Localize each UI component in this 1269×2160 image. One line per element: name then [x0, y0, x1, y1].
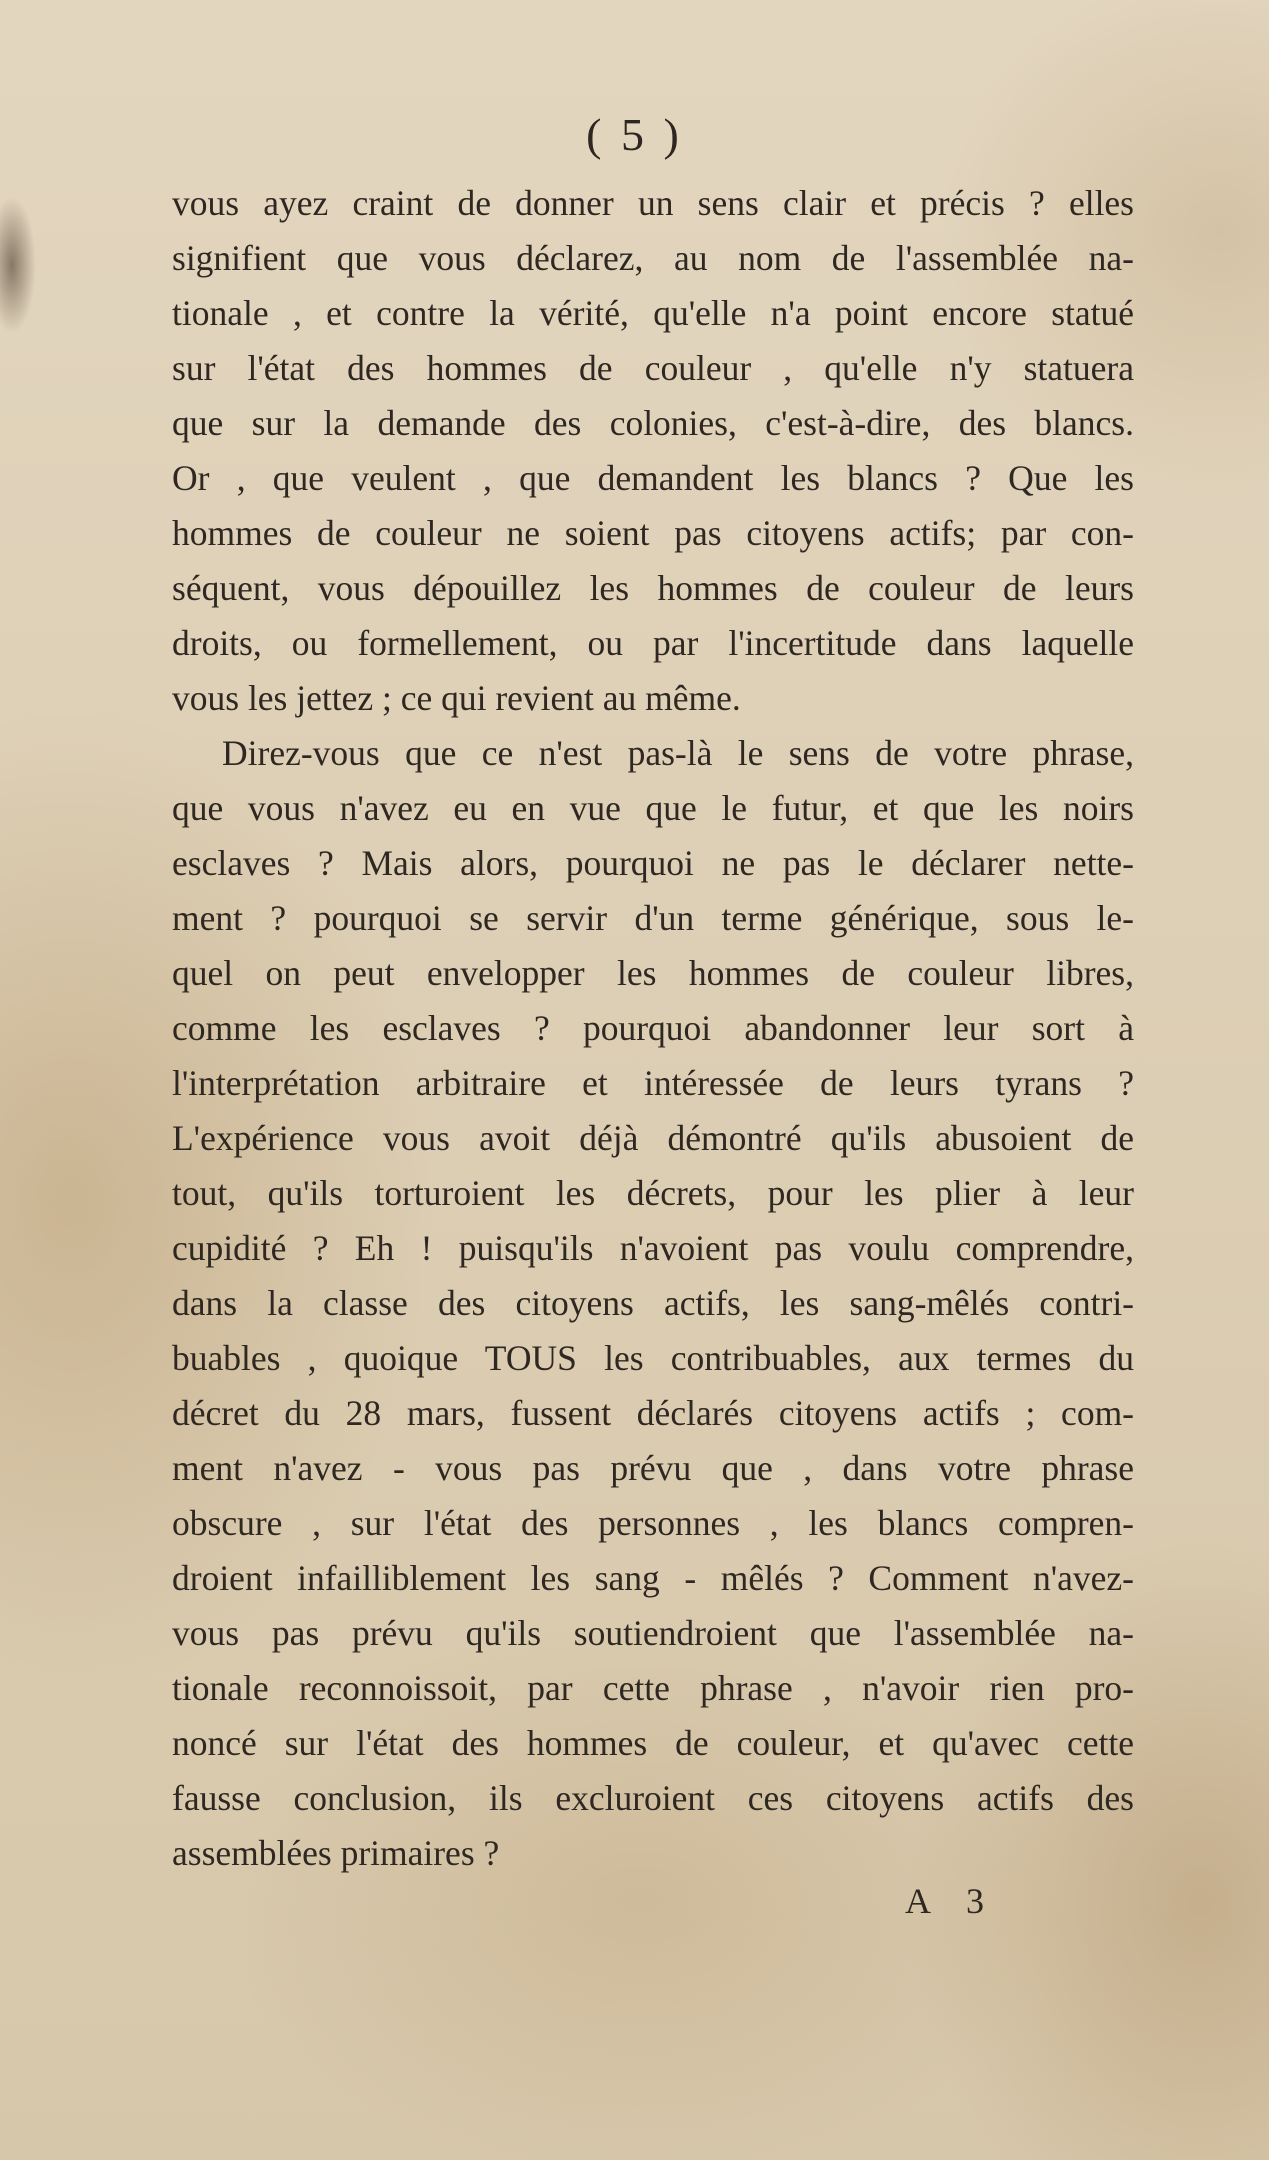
text-line: ment n'avez - vous pas prévu que , dans votre phrase: [172, 1448, 1134, 1488]
text-line: quel on peut envelopper les hommes de couleur libres,: [172, 953, 1134, 993]
text-line: droient infailliblement les sang - mêlés ? Comment n'avez-: [172, 1558, 1134, 1598]
text-line: tionale , et contre la vérité, qu'elle n'a point encore statué: [172, 293, 1134, 333]
text-line: que vous n'avez eu en vue que le futur, et que les noirs: [172, 788, 1134, 828]
text-line: que sur la demande des colonies, c'est-à-dire, des blancs.: [172, 403, 1134, 443]
text-line: Direz-vous que ce n'est pas-là le sens de votre phrase,: [222, 733, 1134, 773]
text-line: fausse conclusion, ils excluroient ces citoyens actifs des: [172, 1778, 1134, 1818]
text-line: assemblées primaires ?: [172, 1833, 500, 1873]
text-line: L'expérience vous avoit déjà démontré qu'ils abusoient de: [172, 1118, 1134, 1158]
body-text: [172, 176, 1134, 1881]
text-line: esclaves ? Mais alors, pourquoi ne pas le déclarer nette-: [172, 843, 1134, 883]
text-line: séquent, vous dépouillez les hommes de couleur de leurs: [172, 568, 1134, 608]
text-line: l'interprétation arbitraire et intéressée de leurs tyrans ?: [172, 1063, 1134, 1103]
text-line: dans la classe des citoyens actifs, les sang-mêlés contri-: [172, 1283, 1134, 1323]
text-line: noncé sur l'état des hommes de couleur, et qu'avec cette: [172, 1723, 1134, 1763]
text-line: droits, ou formellement, ou par l'incertitude dans laquelle: [172, 623, 1134, 663]
text-line: hommes de couleur ne soient pas citoyens actifs; par con-: [172, 513, 1134, 553]
text-line: obscure , sur l'état des personnes , les blancs compren-: [172, 1503, 1134, 1543]
text-line: vous les jettez ; ce qui revient au même.: [172, 678, 741, 718]
text-line: tionale reconnoissoit, par cette phrase , n'avoir rien pro-: [172, 1668, 1134, 1708]
text-line: buables , quoique TOUS les contribuables, aux termes du: [172, 1338, 1134, 1378]
binding-shadow: [0, 180, 38, 350]
text-line: cupidité ? Eh ! puisqu'ils n'avoient pas voulu comprendre,: [172, 1228, 1134, 1268]
text-line: ment ? pourquoi se servir d'un terme générique, sous le-: [172, 898, 1134, 938]
text-line: tout, qu'ils torturoient les décrets, pour les plier à leur: [172, 1173, 1134, 1213]
signature-mark: A 3: [905, 1881, 999, 1921]
page-number: ( 5 ): [586, 109, 683, 160]
text-line: vous ayez craint de donner un sens clair et précis ? elles: [172, 183, 1134, 223]
text-line: signifient que vous déclarez, au nom de l'assemblée na-: [172, 238, 1134, 278]
text-line: vous pas prévu qu'ils soutiendroient que l'assemblée na-: [172, 1613, 1134, 1653]
text-line: Or , que veulent , que demandent les blancs ? Que les: [172, 458, 1134, 498]
text-line: décret du 28 mars, fussent déclarés citoyens actifs ; com-: [172, 1393, 1134, 1433]
text-line: comme les esclaves ? pourquoi abandonner leur sort à: [172, 1008, 1134, 1048]
text-line: sur l'état des hommes de couleur , qu'elle n'y statuera: [172, 348, 1134, 388]
